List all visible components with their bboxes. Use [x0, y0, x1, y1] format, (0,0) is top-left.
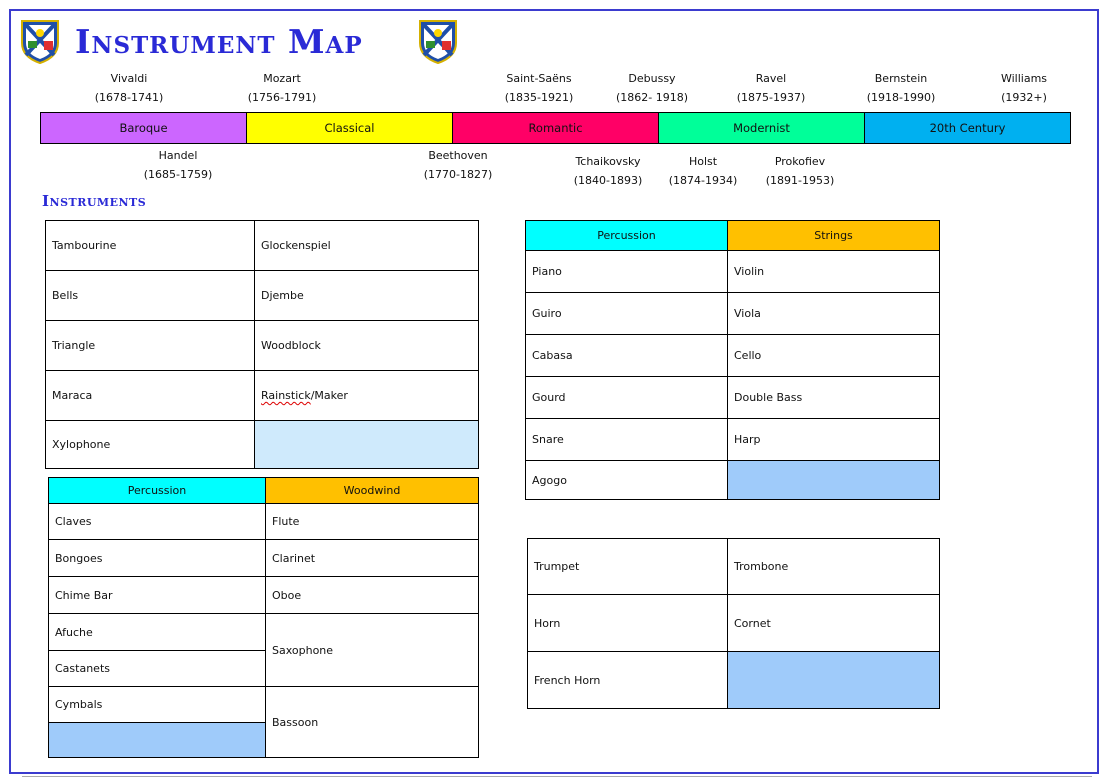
composer-years: (1835-1921): [504, 91, 574, 104]
composer-debussy: [602, 69, 702, 107]
column-header-percussion: Percussion: [49, 478, 266, 504]
composer-saint-saens: [489, 69, 589, 107]
table-cell: Glockenspiel: [255, 221, 479, 271]
era-classical: Classical: [247, 113, 453, 143]
composer-name: Debussy: [628, 72, 676, 85]
table-cell: Flute: [266, 504, 479, 540]
instrument-table-general: [45, 220, 479, 469]
composer-name: Handel: [158, 149, 198, 162]
empty-cell: [728, 652, 940, 709]
table-cell: Viola: [728, 293, 940, 335]
table-cell: Guiro: [526, 293, 728, 335]
era-modernist: Modernist: [659, 113, 865, 143]
composer-years: (1874-1934): [668, 174, 738, 187]
composer-years: (1685-1759): [143, 168, 213, 181]
spellcheck-word: Rainstick: [261, 389, 311, 402]
composer-years: (1875-1937): [736, 91, 806, 104]
table-cell: Gourd: [526, 377, 728, 419]
table-cell: Trumpet: [528, 539, 728, 595]
composer-years: (1862- 1918): [615, 91, 689, 104]
composer-name: Williams: [1000, 72, 1048, 85]
composer-beethoven: [408, 146, 508, 184]
composer-mozart: [232, 69, 332, 107]
era-romantic: Romantic: [453, 113, 659, 143]
composer-ravel: [721, 69, 821, 107]
column-header-strings: Strings: [728, 221, 940, 251]
table-cell: Tambourine: [46, 221, 255, 271]
table-cell: Cello: [728, 335, 940, 377]
instruments-heading: Instruments: [42, 192, 147, 210]
table-cell: Snare: [526, 419, 728, 461]
school-crest-icon: [18, 17, 62, 65]
composer-tchaikovsky: [558, 152, 658, 190]
table-cell: Trombone: [728, 539, 940, 595]
era-20th-century: 20th Century: [865, 113, 1070, 143]
composer-name: Prokofiev: [774, 155, 826, 168]
column-header-woodwind: Woodwind: [266, 478, 479, 504]
era-timeline: [40, 112, 1071, 144]
table-cell: Castanets: [49, 651, 266, 687]
table-cell: [255, 371, 479, 421]
table-cell: Xylophone: [46, 421, 255, 469]
table-cell: Woodblock: [255, 321, 479, 371]
composer-name: Tchaikovsky: [575, 155, 641, 168]
bottom-divider: [22, 776, 1092, 777]
table-cell: Maraca: [46, 371, 255, 421]
composer-name: Bernstein: [874, 72, 928, 85]
column-header-percussion: Percussion: [526, 221, 728, 251]
table-cell: Saxophone: [266, 614, 479, 687]
table-cell: Oboe: [266, 577, 479, 614]
composer-vivaldi: [79, 69, 179, 107]
instrument-table-percussion-woodwind: [48, 477, 479, 758]
composer-years: (1770-1827): [423, 168, 493, 181]
table-cell: Double Bass: [728, 377, 940, 419]
table-cell: Claves: [49, 504, 266, 540]
composer-years: (1756-1791): [247, 91, 317, 104]
composer-years: (1891-1953): [765, 174, 835, 187]
instrument-table-percussion-strings: [525, 220, 940, 500]
table-cell: Chime Bar: [49, 577, 266, 614]
table-cell: Bongoes: [49, 540, 266, 577]
table-cell: Horn: [528, 595, 728, 652]
table-cell: Agogo: [526, 461, 728, 500]
table-cell: Bassoon: [266, 687, 479, 758]
table-cell: Cabasa: [526, 335, 728, 377]
composer-name: Saint-Saëns: [506, 72, 572, 85]
cell-suffix: /Maker: [310, 389, 348, 402]
table-cell: Bells: [46, 271, 255, 321]
era-baroque: Baroque: [41, 113, 247, 143]
table-cell: Cymbals: [49, 687, 266, 723]
page-title: Instrument Map: [75, 22, 363, 61]
table-cell: Violin: [728, 251, 940, 293]
table-cell: Afuche: [49, 614, 266, 651]
table-cell: Triangle: [46, 321, 255, 371]
composer-bernstein: [851, 69, 951, 107]
composer-name: Beethoven: [428, 149, 488, 162]
table-cell: Harp: [728, 419, 940, 461]
composer-holst: [653, 152, 753, 190]
school-crest-icon: [416, 17, 460, 65]
table-cell: French Horn: [528, 652, 728, 709]
composer-years: (1840-1893): [573, 174, 643, 187]
table-cell: Djembe: [255, 271, 479, 321]
table-cell: Piano: [526, 251, 728, 293]
table-cell: Clarinet: [266, 540, 479, 577]
instrument-table-brass: [527, 538, 940, 709]
composer-name: Mozart: [263, 72, 301, 85]
composer-name: Vivaldi: [110, 72, 148, 85]
composer-handel: [128, 146, 228, 184]
composer-williams: [974, 69, 1074, 107]
composer-prokofiev: [750, 152, 850, 190]
composer-years: (1932+): [1001, 91, 1047, 104]
empty-cell: [49, 723, 266, 758]
empty-cell: [255, 421, 479, 469]
table-cell: Cornet: [728, 595, 940, 652]
composer-name: Ravel: [755, 72, 787, 85]
composer-years: (1678-1741): [94, 91, 164, 104]
composer-name: Holst: [688, 155, 718, 168]
composer-years: (1918-1990): [866, 91, 936, 104]
empty-cell: [728, 461, 940, 500]
